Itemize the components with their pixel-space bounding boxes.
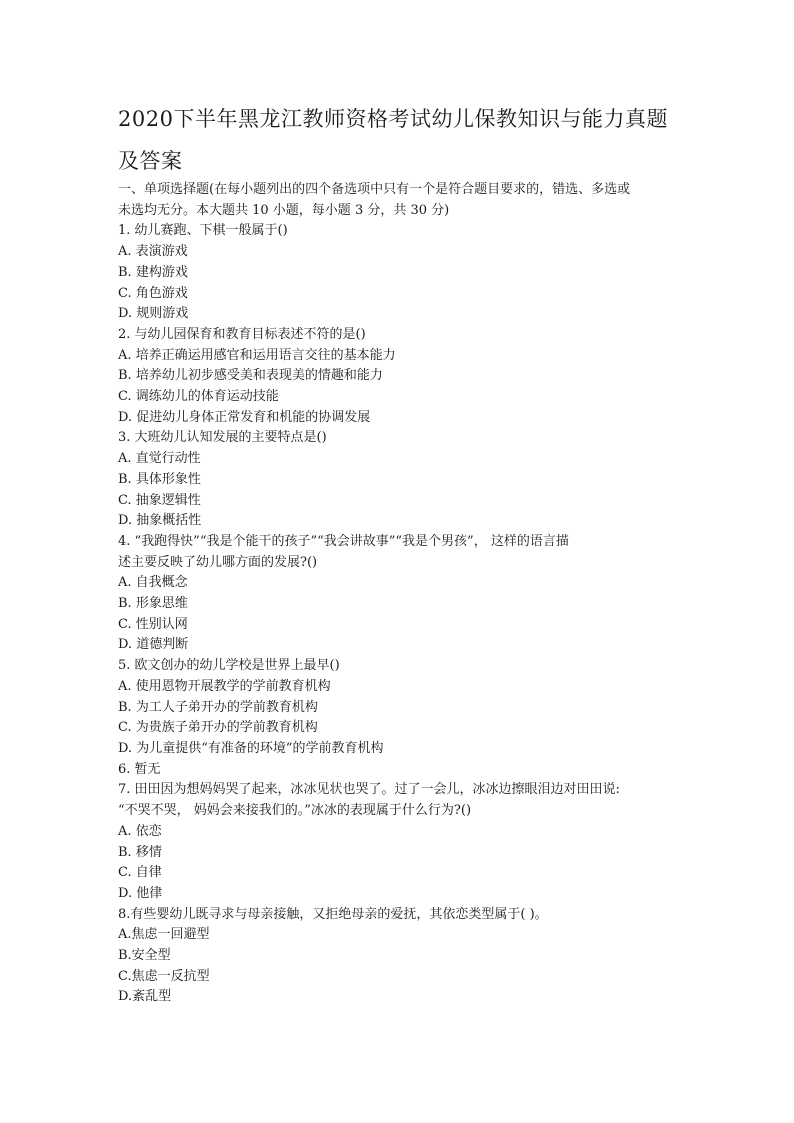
text-line: 1. 幼儿赛跑、下棋一般属于(): [118, 223, 288, 239]
section-instructions-line1: 一、单项选择题(在每小题列出的四个备选项中只有一个是符合题目要求的，错选、多选或: [118, 182, 631, 197]
text-line: 7. 田田因为想妈妈哭了起来，冰冰见状也哭了。过了一会儿，冰冰边擦眼泪边对田田说:: [118, 782, 620, 798]
text-line: A. 依恋: [118, 823, 162, 839]
text-line: 5. 欧文创办的幼儿学校是世界上最早(): [118, 658, 340, 674]
document-title-line1: 2020下半年黑龙江教师资格考试幼儿保教知识与能力真题: [118, 107, 668, 131]
text-line: D. 抽象概括性: [118, 513, 202, 529]
text-line: D. 为儿童提供“有准备的环境”的学前教育机构: [118, 740, 384, 756]
text-line: A. 直觉行动性: [118, 451, 201, 467]
text-line: B. 建构游戏: [118, 264, 188, 280]
question-lines: [118, 221, 678, 1008]
text-line: D. 规则游戏: [118, 306, 189, 322]
text-line: A. 表演游戏: [118, 244, 188, 260]
document-title-line2: 及答案: [118, 149, 183, 173]
text-line: 述主要反映了幼儿哪方面的发展?(): [118, 554, 318, 570]
text-line: C. 抽象逻辑性: [118, 492, 201, 508]
text-line: D.紊乱型: [118, 989, 172, 1005]
text-line: 2. 与幼儿园保育和教育目标表述不符的是(): [118, 326, 366, 342]
text-line: C. 自律: [118, 865, 162, 881]
text-line: B. 为工人子弟开办的学前教育机构: [118, 699, 318, 715]
text-line: C. 角色游戏: [118, 285, 188, 301]
text-line: 8.有些婴幼儿既寻求与母亲接触，又拒绝母亲的爱抚，其依恋类型属于( )。: [118, 906, 548, 922]
text-line: “不哭不哭， 妈妈会来接我们的。”冰冰的表现属于什么行为?(): [118, 803, 472, 819]
text-line: B. 形象思维: [118, 596, 188, 612]
text-line: D. 促进幼儿身体正常发育和机能的协调发展: [118, 409, 371, 425]
text-line: B. 移情: [118, 844, 162, 860]
text-line: 4. “我跑得快”“我是个能干的孩子”“我会讲故事”“我是个男孩”， 这样的语言描: [118, 533, 569, 549]
text-line: A. 培养正确运用感官和运用语言交往的基本能力: [118, 347, 396, 363]
text-line: A.焦虑一回避型: [118, 927, 210, 943]
text-line: C. 为贵族子弟开办的学前教育机构: [118, 720, 318, 736]
text-line: B.安全型: [118, 948, 171, 964]
section-instructions-line2: 未选均无分。本大题共 10 小题，每小题 3 分，共 30 分): [118, 202, 450, 218]
text-line: C.焦虑一反抗型: [118, 968, 210, 984]
exam-content: [118, 180, 678, 1008]
text-line: B. 培养幼儿初步感受美和表现美的情趣和能力: [118, 368, 383, 384]
text-line: 3. 大班幼儿认知发展的主要特点是(): [118, 430, 327, 446]
text-line: 6. 暂无: [118, 761, 161, 777]
text-line: C. 调练幼儿的体育运动技能: [118, 389, 279, 405]
text-line: A. 自我概念: [118, 575, 188, 591]
text-line: D. 他律: [118, 885, 163, 901]
text-line: C. 性别认网: [118, 616, 188, 632]
text-line: B. 具体形象性: [118, 471, 201, 487]
text-line: A. 使用恩物开展教学的学前教育机构: [118, 678, 331, 694]
text-line: D. 道德判断: [118, 637, 189, 653]
